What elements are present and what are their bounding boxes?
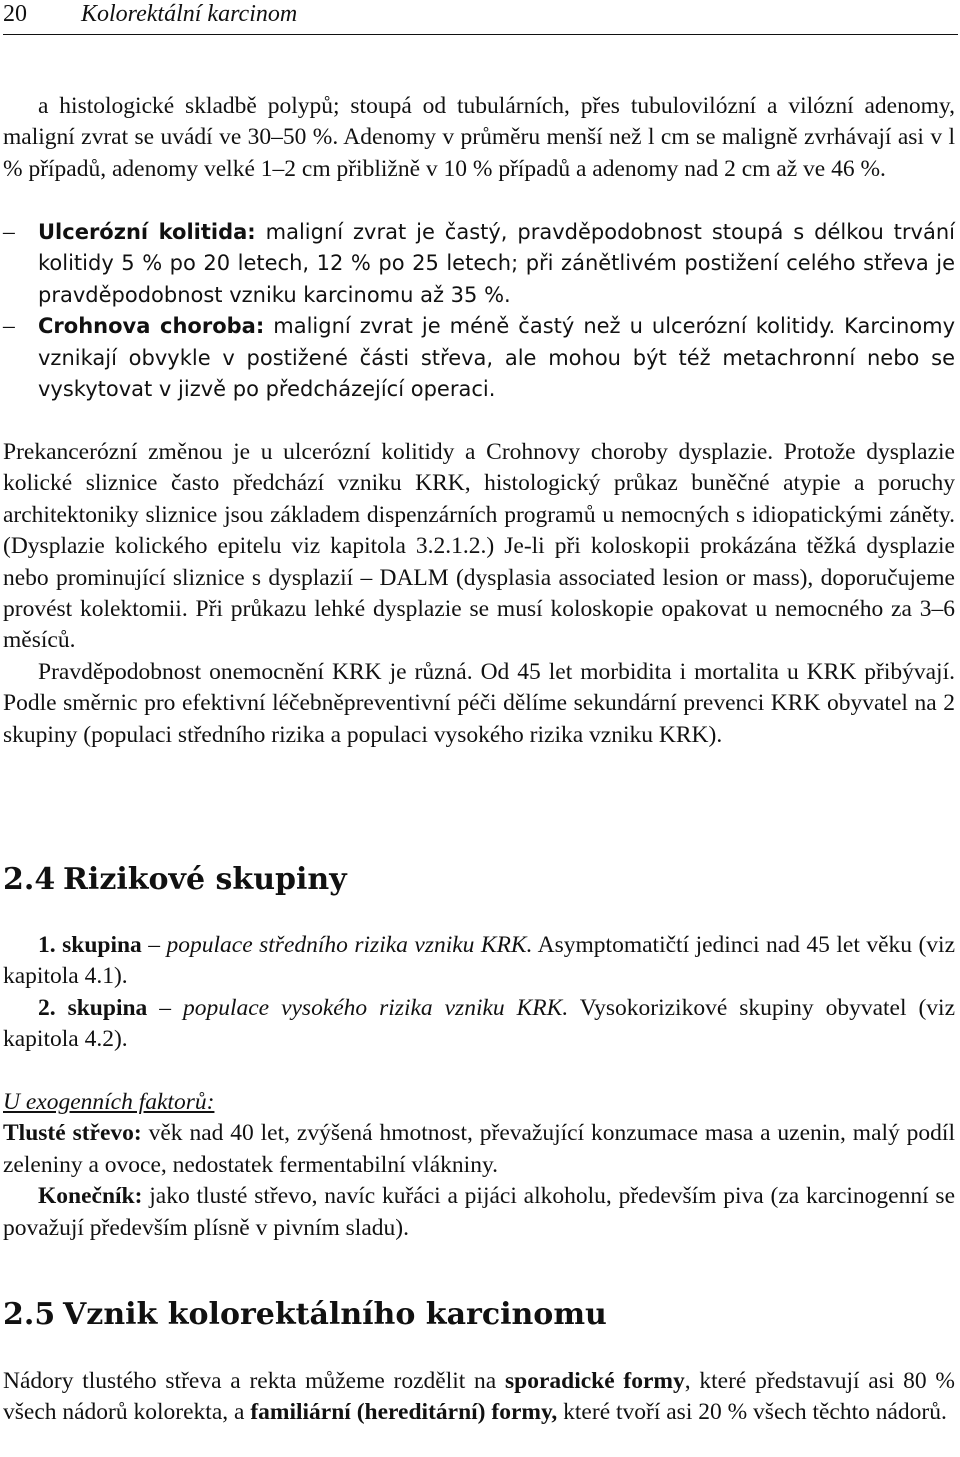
section-number: 2.5 bbox=[3, 1297, 56, 1332]
group-separator: – bbox=[147, 994, 183, 1021]
bold-sporadic: sporadické formy bbox=[505, 1368, 685, 1394]
paragraph-block-1 bbox=[3, 437, 955, 751]
group-label: 2. skupina bbox=[38, 994, 148, 1021]
section-heading-2-4 bbox=[3, 860, 943, 900]
factor-term: Tlusté střevo: bbox=[3, 1120, 142, 1147]
risk-groups-block bbox=[3, 930, 955, 1056]
factor-text: věk nad 40 let, zvýšená hmotnost, převažující konzumace masa a uzenin, malý podíl zeleniny a ovoce, nedostatek fermentabilní vlákniny. bbox=[3, 1120, 955, 1178]
paragraph-probability: Pravděpodobnost onemocnění KRK je různá. Od 45 let morbidita i mortalita u KRK přibývají. Podle směrnic pro efektivní léčebněpreventivní péči dělíme sekundární prevenci KRK obyvatel na 2 skupiny (populaci středního rizika a populaci vysokého rizika vzniku KRK). bbox=[3, 658, 955, 748]
bullet-text: maligní zvrat je častý, pravděpodobnost stoupá s délkou trvání kolitidy 5 % po 20 letech, 12 % po 25 letech; při zánětlivém postižení celého střeva je pravděpodobnost vzniku karcinomu až 35 %. bbox=[38, 220, 955, 307]
factor-term: Konečník: bbox=[38, 1183, 143, 1210]
group-italic: populace středního rizika vzniku KRK. bbox=[166, 932, 533, 958]
bullet-list-block bbox=[3, 217, 955, 405]
section-2-5-body bbox=[3, 1366, 955, 1429]
exogenous-factors-block bbox=[3, 1087, 955, 1244]
section-title: Rizikové skupiny bbox=[63, 862, 347, 897]
intro-paragraph: a histologické skladbě polypů; stoupá od tubulárních, přes tubulovilózní a vilózní adenomy, maligní zvrat se uvádí ve 30–50 %. Adenomy v průměru menší než l cm se maligně zvrhávají asi v l % případů, adenomy velké 1–2 cm přibližně v 10 % případů a adenomy nad 2 cm až ve 46 %. bbox=[3, 93, 955, 182]
risk-group-2 bbox=[3, 993, 955, 1056]
factor-colon bbox=[3, 1118, 955, 1181]
paragraph-precancerous: Prekancerózní změnou je u ulcerózní kolitidy a Crohnovy choroby dysplazie. Protože dysplazie kolické sliznice často předchází vzniku KRK, histologický průkaz buněčné atypie a poruchy architektoniky sliznice jsou základem dispenzárních programů u nemocných s idiopatickými záněty. (Dysplazie kolického epitelu viz kapitola 3.2.1.2.) Je-li při koloskopii prokázána těžká dysplazie nebo prominující sliznice s dysplazií – DALM (dysplasia associated lesion or mass), doporučujeme provést kolektomii. Při průkazu lehké dysplazie se musí koloskopie opakovat u nemocného za 3–6 měsíců. bbox=[3, 439, 955, 654]
group-text: Vysokorizikové skupiny obyvatel (viz kapitola 4.2). bbox=[3, 994, 956, 1053]
intro-paragraph-block bbox=[3, 91, 955, 185]
group-italic: populace vysokého rizika vzniku KRK. bbox=[182, 994, 569, 1021]
factor-rectum bbox=[3, 1181, 955, 1244]
dash-marker: – bbox=[3, 313, 15, 340]
exogenous-subheading: U exogenních faktorů: bbox=[3, 1089, 215, 1115]
bullet-item-ulcerative-colitis bbox=[3, 217, 955, 311]
bullet-list bbox=[3, 217, 955, 405]
bullet-text: maligní zvrat je méně častý než u ulcerózní kolitidy. Karcinomy vznikají obvykle v postižené části střeva, ale mohou být též metachronní nebo se vyskytovat v jizvě po předcházející operaci. bbox=[38, 314, 956, 402]
risk-group-1 bbox=[3, 930, 955, 993]
bullet-term: Crohnova choroba: bbox=[38, 314, 265, 339]
page-number: 20 bbox=[3, 1, 27, 27]
section-heading-2-5 bbox=[3, 1295, 943, 1335]
dash-marker: – bbox=[3, 219, 15, 245]
factor-text: jako tlusté střevo, navíc kuřáci a pijáci alkoholu, především piva (za karcinogenní se považují především plísně v pivním sladu). bbox=[3, 1183, 955, 1241]
group-label: 1. skupina bbox=[38, 932, 142, 958]
bullet-term: Ulcerózní kolitida: bbox=[38, 220, 256, 244]
running-header bbox=[3, 0, 958, 35]
bullet-item-crohn-disease bbox=[3, 311, 955, 405]
running-title: Kolorektální karcinom bbox=[81, 1, 298, 27]
bold-familial: familiární (hereditární) formy, bbox=[250, 1399, 558, 1426]
section-number: 2.4 bbox=[3, 862, 56, 897]
group-separator: – bbox=[141, 932, 167, 958]
group-text: Asymptomatičtí jedinci nad 45 let věku (viz kapitola 4.1). bbox=[3, 932, 956, 990]
paragraph-tumor-forms: Nádory tlustého střeva a rekta můžeme rozdělit na sporadické formy, které představují asi 80 % všech nádorů kolorekta, a familiární (hereditární) formy, které tvoří asi 20 % všech těchto nádorů. bbox=[3, 1368, 955, 1426]
section-title: Vznik kolorektálního karcinomu bbox=[63, 1297, 607, 1332]
